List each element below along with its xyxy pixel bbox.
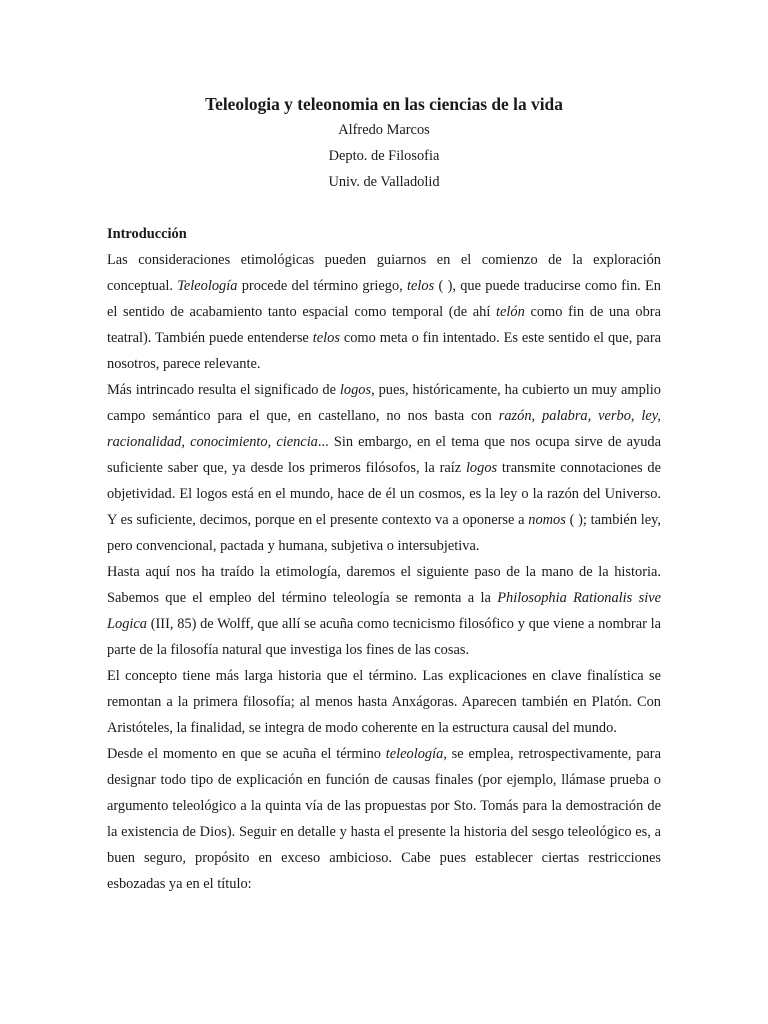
italic-text-run: telón xyxy=(496,304,525,320)
italic-text-run: telos xyxy=(407,278,435,294)
text-run: ... Sin embargo, en el tema que nos ocupa sirve de ayuda suficiente saber que, ya desde los primeros filósofos, la raíz xyxy=(107,434,661,476)
paragraph xyxy=(107,663,661,741)
paragraph xyxy=(107,377,661,559)
italic-text-run: Philosophia Rationalis sive Logica xyxy=(107,590,661,632)
author-name: Alfredo Marcos xyxy=(338,122,430,138)
italic-text-run: logos xyxy=(339,382,372,398)
text-run: (III, 85) de Wolff, que allí se acuña como tecnicismo filosófico y que viene a nombrar la parte de la filosofía natural que investiga los fines de las cosas. xyxy=(107,616,661,658)
paragraph xyxy=(107,741,661,897)
italic-text-run: razón, palabra, verbo, ley, racionalidad, conocimiento, ciencia xyxy=(107,408,661,450)
text-run: transmite connotaciones de objetividad. El logos está en el mundo, hace de él un cosmos, es la ley o la razón del Universo. Y es suficiente, decimos, porque en el presente contexto va a oponerse a xyxy=(107,460,661,528)
text-run: El concepto tiene más larga historia que el término. Las explicaciones en clave finalística se remontan a la primera filosofía; al menos hasta Anxágoras. Aparecen también en Platón. Con Aristóteles, la finalidad, se integra de modo coherente en la estructura causal del mundo. xyxy=(107,668,661,736)
italic-text-run: Teleología xyxy=(177,278,238,294)
text-run: Desde el momento en que se acuña el término xyxy=(107,746,386,762)
italic-text-run: nomos xyxy=(528,512,566,528)
text-run: como fin de una obra teatral). También puede entenderse xyxy=(107,304,661,346)
paragraph xyxy=(107,559,661,663)
document-title: Teleologia y teleonomia en las ciencias de la vida xyxy=(205,94,563,114)
italic-text-run: telos xyxy=(312,330,340,346)
text-run: ( ), que puede traducirse como fin. En el sentido de acabamiento tanto espacial como temporal (de ahí xyxy=(107,278,661,320)
text-run: ( ); también ley, pero convencional, pactada y humana, subjetiva o intersubjetiva. xyxy=(107,512,661,554)
body-text xyxy=(107,247,661,897)
text-run: , pues, históricamente, ha cubierto un muy amplio campo semántico para el que, en castellano, no nos basta con xyxy=(107,382,662,424)
text-run: Las consideraciones etimológicas pueden guiarnos en el comienzo de la exploración conceptual. xyxy=(107,252,661,294)
text-run: como meta o fin intentado. Es este sentido el que, para nosotros, parece relevante. xyxy=(107,330,661,372)
text-run: Hasta aquí nos ha traído la etimología, daremos el siguiente paso de la mano de la historia. Sabemos que el empleo del término teleología se remonta a la xyxy=(107,564,661,606)
italic-text-run: logos xyxy=(465,460,498,476)
text-run: , se emplea, retrospectivamente, para designar todo tipo de explicación en función de causas finales (por ejemplo, llámase prueba o argumento teleológico a la quinta vía de las propuestas por Sto. Tomás para la demostración de la existencia de Dios). Seguir en detalle y hasta el presente la historia del sesgo teleológico es, a buen seguro, propósito en exceso ambicioso. Cabe pues establecer ciertas restricciones esbozadas ya en el título: xyxy=(107,746,661,892)
text-run: procede del término griego, xyxy=(237,278,408,294)
section-heading: Introducción xyxy=(107,226,187,242)
text-run: Más intrincado resulta el significado de xyxy=(107,382,340,398)
department: Depto. de Filosofia xyxy=(328,148,440,164)
university: Univ. de Valladolid xyxy=(328,174,440,190)
paragraph xyxy=(107,247,661,377)
italic-text-run: teleología xyxy=(385,746,444,762)
